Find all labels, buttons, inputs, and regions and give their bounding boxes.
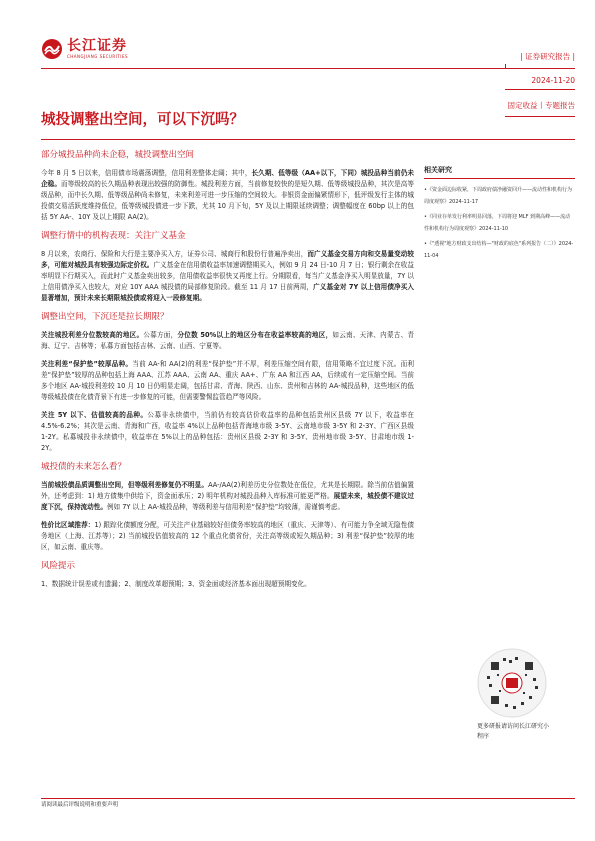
logo-name-cn: 长江证券 bbox=[67, 38, 127, 54]
disclaimer-footer: 请阅读最后评级说明和重要声明 bbox=[41, 798, 575, 808]
related-research-title: 相关研究 bbox=[424, 165, 575, 179]
body-text: 1) 跟踪化债额度分配，可关注产业基础较好但债务率较高的地区（重庆、天津等）、有可能力争全域无隐性债务地区（上海、江苏等）；2) 当前城投估值较高的 12 个重点化债省份，关注高等级或短久期品种；3) 利差“保护垫”较厚的地区，如云南、重庆等。 bbox=[41, 521, 415, 551]
emphasis-text: 关注 5Y 以下、估值较高的品种。 bbox=[41, 411, 148, 419]
main-content bbox=[41, 149, 414, 597]
emphasis-text: 性价比区域推荐： bbox=[41, 521, 95, 529]
body-text: 今年 8 月 5 日以来，信用债市场震荡调整，信用利差整体走阔；其中， bbox=[41, 169, 252, 177]
date-divider bbox=[505, 89, 575, 90]
emphasis-text: 分位数 50%以上的地区分布在收益率较高的地区， bbox=[177, 331, 333, 339]
section-heading: 调整行情中的机构表现：关注广义基金 bbox=[41, 231, 186, 241]
section-heading: 城投债的未来怎么看？ bbox=[41, 462, 127, 472]
body-text: AA-/AA(2)利差历史分位数处在低位，尤其是长期限。除当前估值偏置外，还考虑到：1) 地方债集中供给下，资金面承压；2) 明年机构对城投品种入库标准可能更严格。 bbox=[41, 481, 414, 500]
category-divider bbox=[505, 116, 575, 117]
body-paragraph bbox=[41, 410, 414, 454]
related-research-item[interactable]: •《资金面边际收紧，下周政府债净融资回升——流动性和机构行为周度观察》2024-11-17 bbox=[424, 187, 572, 205]
section-heading: 调整出空间，下沉还是拉长期限？ bbox=[41, 312, 169, 322]
body-text: 公募方面， bbox=[143, 331, 178, 339]
body-text: 8 月以来，农商行、保险和大行是主要净买入方，证券公司、城商行和股份行普遍净卖出， bbox=[41, 250, 308, 258]
body-paragraph bbox=[41, 330, 414, 352]
emphasis-text: 展望未来，城投债不建议过度下沉，保持流动性。 bbox=[41, 492, 414, 511]
section-heading: 风险提示 bbox=[41, 561, 76, 571]
body-paragraph bbox=[41, 480, 414, 513]
company-logo bbox=[41, 38, 128, 60]
body-text: 例如 7Y 以上 AA-城投品种，等级利差与信用利差“保护垫”均较薄，需谨慎考虑。 bbox=[106, 503, 345, 511]
emphasis-text: 关注城投利差分位数较高的地区。 bbox=[41, 331, 144, 339]
section-heading: 部分城投品种尚未企稳，城投调整出空间 bbox=[41, 150, 195, 160]
emphasis-text: 长久期、低等级（AA+以下，下同）城投品种当前仍未企稳。 bbox=[41, 169, 414, 188]
emphasis-text: 当前城投债品质调整出空间，但等级利差修复仍不明显。 bbox=[41, 481, 209, 489]
body-paragraph bbox=[41, 168, 414, 223]
report-category: 固定收益丨专题报告 bbox=[507, 101, 575, 110]
mini-program-qr-icon[interactable] bbox=[477, 648, 547, 718]
report-date: 2024-11-20 bbox=[531, 76, 575, 85]
body-text: 1、数据统计误差或有遗漏；2、制度改革超预期；3、资金面或经济基本面出现超预期变化。 bbox=[41, 580, 311, 588]
body-text: 广义基金在信用债收益率加速调整期买入，例如 9 月 24 日-10 月 7 日；银行剩余在收益率明显下行期买入，而此时广义基金卖出较多，信用债收益率很快又再度上行。分期限看，每当广义基金净买入明显放量，7Y 以上信用债净买入也较大，对应 10Y AAA 城投债的局部修复阶段。截至 11 月 17 日前两周， bbox=[41, 261, 414, 291]
logo-name-en: CHANGJIANG SECURITIES bbox=[67, 54, 129, 59]
body-paragraph bbox=[41, 579, 414, 590]
related-research-item[interactable]: •《"透视"地方财政支出结构—"财政的底色"系列报告（二）》2024-11-04 bbox=[424, 241, 574, 259]
body-text: 如云南、天津、内蒙古、青海、辽宁、吉林等；私募方面包括吉林、云南、山西、宁夏等。 bbox=[41, 331, 415, 350]
related-research-panel bbox=[424, 165, 575, 265]
page-title: 城投调整出空间，可以下沉吗？ bbox=[41, 112, 244, 128]
header-divider bbox=[41, 68, 575, 69]
report-type: | 证券研究报告 | bbox=[520, 52, 575, 61]
header-divider-tick bbox=[505, 64, 506, 69]
changjiang-logo-icon bbox=[41, 38, 63, 60]
qr-caption: 更多研报请访问长江研究小程序 bbox=[477, 723, 550, 740]
body-paragraph bbox=[41, 359, 414, 403]
body-text: 公募非永续债中，当前仍有较高估价收益率的品种包括贵州区县级 7Y 以下，收益率在 4.5%-6.2%；其次是云南、青海和广西，收益率 4%以上品种包括青海地市级 3-5Y、云南地市级 3-5Y 和 2-3Y、广西区县级 1-2Y。私募城投非永续债中，收益率在 5%以上的品种包括：贵州区县级 2-3Y 和 3-5Y、贵州地市级 3-5Y、甘肃地市级 1-2Y。 bbox=[41, 411, 414, 452]
emphasis-text: 广义基金对 7Y 以上信用债净买入显著增加，预计未来长期限城投债或将迎入一段修复期。 bbox=[41, 283, 414, 302]
emphasis-text: 而广义基金交易方向和交易量变动较多，可能对城投具有较强边际定价权。 bbox=[41, 250, 414, 269]
body-paragraph bbox=[41, 249, 414, 304]
body-text: 而等级较高的长久期品种表现出较强的防御性。城投利差方面，当前修复较快的是短久期、低等级城投品种，其次是高等级品种，而中长久期、低等级品种尚未修复，未来利差可进一步压缩的空间较大。非银资金面偏紧情形下，低评级发行主体的城投债交易活跃度维持低位，低等级城投债进一步下跌，尤其 10 月下旬，5Y 及以上期限延续调整；调整幅度在 60bp 以上的包括 5Y AA-、10Y 及以上期限 AA(2)。 bbox=[41, 180, 415, 221]
related-research-item[interactable]: •《同业存单发行利率明显回落，下周将迎 MLF 到期高峰——流动性和机构行为周度观察》2024-11-10 bbox=[424, 214, 571, 232]
title-divider bbox=[41, 139, 575, 140]
emphasis-text: 关注利差“保护垫”较厚品种。 bbox=[41, 360, 133, 368]
body-paragraph bbox=[41, 520, 414, 553]
body-text: 当前 AA-和 AA(2)的利差“保护垫”并不厚，利差压缩空间有限，信用策略不宜过度下沉。而利差“保护垫”较厚的品种包括上海 AAA、江苏 AAA、云南 AA、重庆 AA+、广东 AA 和江西 AA，后续或有一定压缩空间。当前多个地区 AA-城投利差较 10 月 10 日仍明显走阔，包括甘肃、青海、陕西、山东、贵州和吉林的 AA-城投品种，这些地区的低等级城投债在化债背景下有进一步修复的可能，但需要警惕监管趋严等风险。 bbox=[41, 360, 414, 401]
